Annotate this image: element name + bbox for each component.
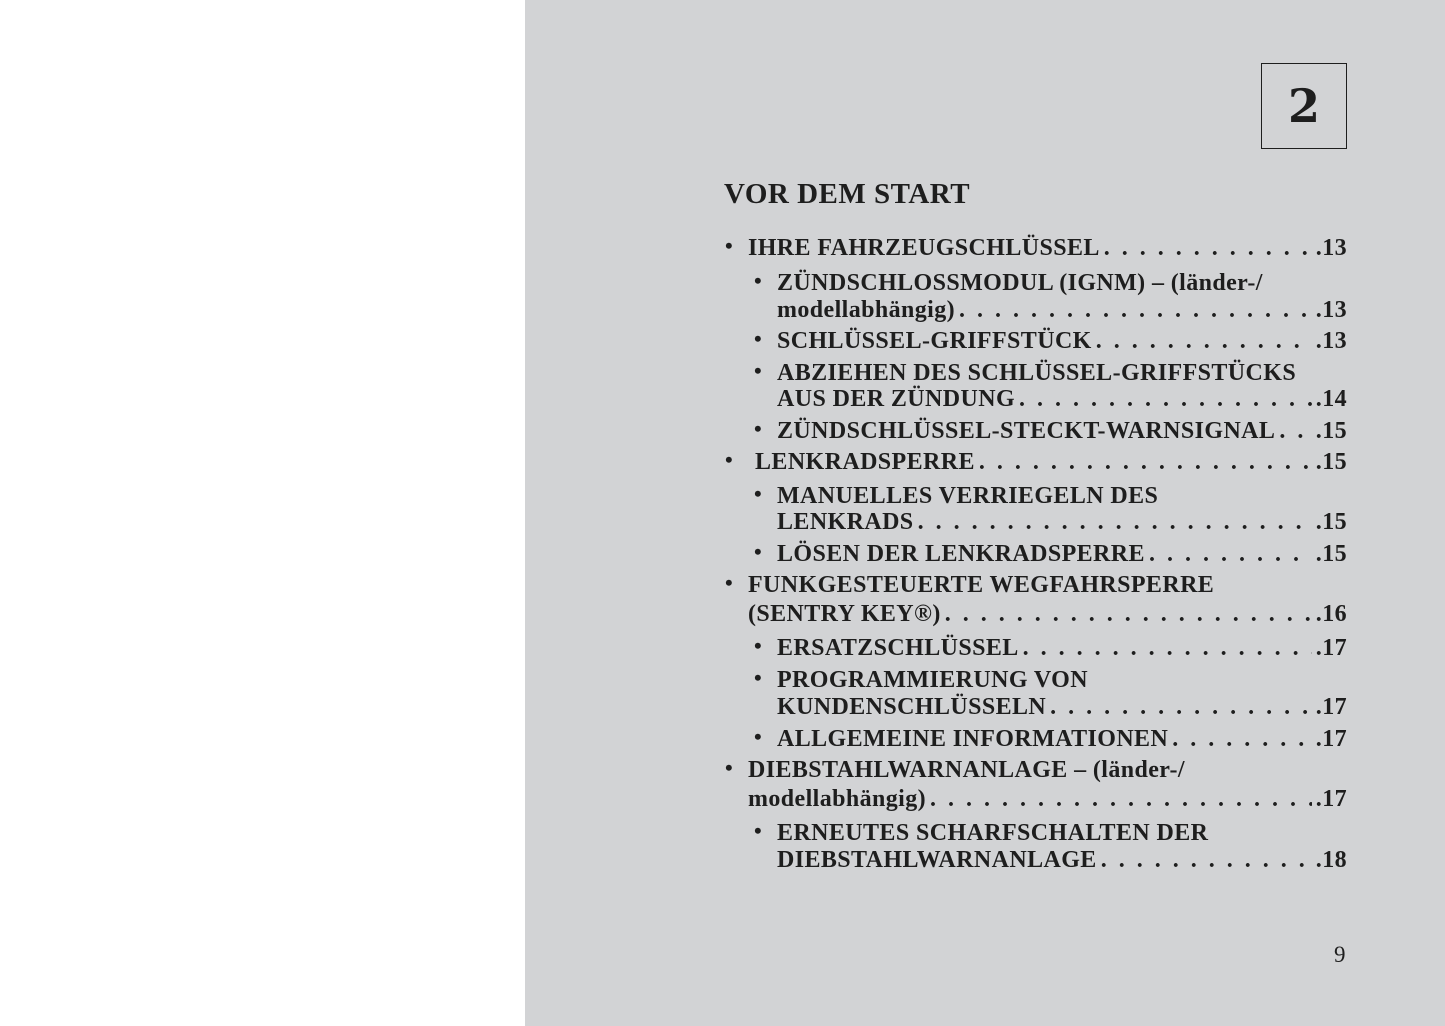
toc-entry-page: .13 [1315, 235, 1347, 261]
toc-entry-diebstahlwarnanlage[interactable] [748, 784, 1347, 814]
toc-entry-label: LÖSEN DER LENKRADSPERRE [777, 541, 1145, 567]
leader-dots [930, 784, 1312, 814]
bullet-icon: • [754, 818, 762, 843]
toc-entry-page: .18 [1315, 847, 1347, 873]
leader-dots [1149, 539, 1312, 569]
toc-entry-funkgesteuerte-wegfahrsperre[interactable] [748, 599, 1347, 629]
toc-entry-label: ALLGEMEINE INFORMATIONEN [777, 726, 1169, 752]
toc-entry-programmierung-line1[interactable]: PROGRAMMIERUNG VON [777, 667, 1088, 693]
leader-dots [1019, 384, 1312, 414]
toc-entry-funkgesteuerte-line1[interactable]: FUNKGESTEUERTE WEGFAHRSPERRE [748, 572, 1215, 598]
toc-entry-label: ZÜNDSCHLÜSSEL-STECKT-WARNSIGNAL [777, 418, 1276, 444]
bullet-icon: • [754, 358, 762, 383]
bullet-icon: • [754, 481, 762, 506]
toc-entry-label: KUNDENSCHLÜSSELN [777, 694, 1047, 720]
toc-entry-label: modellabhängig) [777, 297, 956, 323]
toc-entry-schluessel-griffstueck[interactable] [777, 326, 1347, 356]
leader-dots [1023, 633, 1312, 663]
toc-entry-page: .17 [1315, 694, 1347, 720]
toc-entry-erneutes-scharfschalten[interactable] [777, 845, 1347, 875]
bullet-icon: • [725, 570, 733, 595]
toc-entry-abziehen-line1[interactable]: ABZIEHEN DES SCHLÜSSEL-GRIFFSTÜCKS [777, 360, 1297, 386]
toc-entry-page: .15 [1315, 449, 1347, 475]
toc-entry-label: ERSATZSCHLÜSSEL [777, 635, 1019, 661]
toc-entry-manuelles-verriegeln[interactable] [777, 507, 1347, 537]
toc-entry-label: IHRE FAHRZEUGSCHLÜSSEL [748, 235, 1100, 261]
toc-entry-allgemeine-informationen[interactable] [777, 724, 1347, 754]
bullet-icon: • [725, 233, 733, 258]
toc-entry-page: .15 [1315, 418, 1347, 444]
toc-entry-label: LENKRADSPERRE [755, 449, 975, 475]
toc-entry-programmierung[interactable] [777, 692, 1347, 722]
toc-entry-label: DIEBSTAHLWARNANLAGE [777, 847, 1097, 873]
toc-entry-page: .17 [1315, 786, 1347, 812]
toc-entry-zuendschlossmodul[interactable] [777, 295, 1347, 325]
toc-entry-erneutes-line1[interactable]: ERNEUTES SCHARFSCHALTEN DER [777, 820, 1209, 846]
toc-entry-manuelles-line1[interactable]: MANUELLES VERRIEGELN DES [777, 483, 1159, 509]
toc-entry-page: .14 [1315, 386, 1347, 412]
chapter-number: 2 [1287, 79, 1320, 133]
toc-entry-label: LENKRADS [777, 509, 914, 535]
toc-entry-zuendschlossmodul-line1[interactable]: ZÜNDSCHLOSSMODUL (IGNM) – (länder-/ [777, 270, 1263, 296]
leader-dots [979, 447, 1312, 477]
toc-entry-ihre-fahrzeugschluessel[interactable] [748, 233, 1347, 263]
bullet-icon: • [754, 724, 762, 749]
leader-dots [1104, 233, 1312, 263]
toc-entry-diebstahlwarnanlage-line1[interactable]: DIEBSTAHLWARNANLAGE – (länder-/ [748, 757, 1185, 783]
toc-entry-label: SCHLÜSSEL-GRIFFSTÜCK [777, 328, 1092, 354]
bullet-icon: • [754, 268, 762, 293]
toc-entry-page: .17 [1315, 635, 1347, 661]
bullet-icon: • [754, 665, 762, 690]
bullet-icon: • [725, 447, 733, 472]
toc-entry-label: (SENTRY KEY®) [748, 601, 941, 627]
toc-entry-page: .16 [1315, 601, 1347, 627]
leader-dots [1050, 692, 1312, 722]
leader-dots [1101, 845, 1312, 875]
leader-dots [1096, 326, 1312, 356]
leader-dots [1279, 416, 1311, 446]
toc-entry-page: .13 [1315, 297, 1347, 323]
toc-entry-page: .17 [1315, 726, 1347, 752]
section-title: VOR DEM START [724, 178, 971, 210]
toc-entry-zuendschluessel-warnsignal[interactable] [777, 416, 1347, 446]
leader-dots [918, 507, 1312, 537]
page-number: 9 [1334, 942, 1346, 967]
bullet-icon: • [754, 539, 762, 564]
toc-entry-ersatzschluessel[interactable] [777, 633, 1347, 663]
toc-entry-lenkradsperre[interactable] [755, 447, 1347, 477]
bullet-icon: • [725, 755, 733, 780]
leader-dots [959, 295, 1312, 325]
toc-entry-page: .15 [1315, 509, 1347, 535]
toc-entry-abziehen[interactable] [777, 384, 1347, 414]
toc-entry-page: .13 [1315, 328, 1347, 354]
toc-entry-label: AUS DER ZÜNDUNG [777, 386, 1016, 412]
bullet-icon: • [754, 633, 762, 658]
bullet-icon: • [754, 416, 762, 441]
bullet-icon: • [754, 326, 762, 351]
toc-entry-page: .15 [1315, 541, 1347, 567]
toc-entry-label: modellabhängig) [748, 786, 927, 812]
leader-dots [945, 599, 1312, 629]
toc-entry-loesen-lenkradsperre[interactable] [777, 539, 1347, 569]
leader-dots [1172, 724, 1312, 754]
